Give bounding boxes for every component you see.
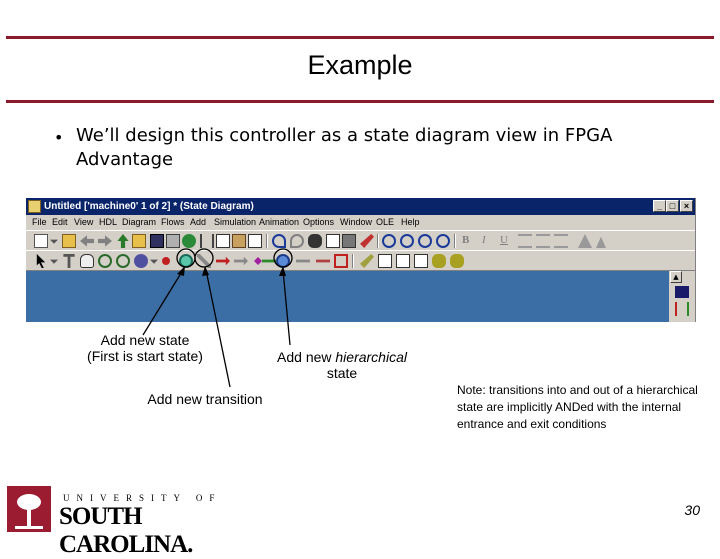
slide-title: Example: [307, 50, 413, 80]
menu-help[interactable]: Help: [401, 217, 420, 227]
bullet-dot: •: [54, 128, 64, 147]
logo-line2: SOUTH CAROLINA.: [59, 503, 193, 558]
maximize-button[interactable]: □: [666, 200, 679, 212]
arrow-add-transition: [206, 270, 230, 387]
menu-ole[interactable]: OLE: [376, 217, 395, 227]
highlight-circle-transition: [195, 249, 213, 267]
palmetto-tree-icon: [7, 486, 51, 532]
menu-diagram[interactable]: Diagram: [122, 217, 157, 227]
menu-view[interactable]: View: [74, 217, 94, 227]
callout-add-state-line1: Add new state: [100, 332, 190, 348]
arrowhead-add-state: [177, 266, 185, 276]
arrowhead-add-hierarchical: [279, 266, 286, 276]
bold-button[interactable]: B: [462, 234, 470, 246]
italic-button[interactable]: I: [482, 234, 486, 246]
callout-add-hier-line2: state: [326, 365, 358, 381]
close-button[interactable]: ×: [680, 200, 693, 212]
callout-add-state: [70, 332, 220, 364]
highlight-circle-hierarchical: [274, 249, 292, 267]
arrow-add-hierarchical: [283, 270, 290, 345]
arrow-add-state: [143, 270, 183, 335]
callout-add-transition: Add new transition: [147, 391, 263, 407]
menu-simulation[interactable]: Simulation: [214, 217, 257, 227]
underline-button[interactable]: U: [500, 234, 508, 246]
logo-line1: UNIVERSITY OF: [63, 493, 222, 503]
callout-add-hier-prefix: Add new: [277, 349, 336, 365]
callout-add-state-line2: (First is start state): [87, 348, 203, 364]
menu-flows[interactable]: Flows: [161, 217, 185, 227]
menu-edit[interactable]: Edit: [52, 217, 68, 227]
note-text: Note: transitions into and out of a hierarchical state are implicitly ANDed with the internal entrance and exit conditions: [457, 383, 698, 431]
window-title: Untitled ['machine0' 1 of 2] * (State Diagram): [44, 201, 254, 212]
callout-add-hierarchical: [262, 349, 422, 381]
highlight-circle-state: [177, 249, 195, 267]
page-number: 30: [684, 502, 700, 518]
menu-window[interactable]: Window: [340, 217, 373, 227]
scroll-up-button[interactable]: ▲: [670, 271, 682, 283]
menu-hdl[interactable]: HDL: [99, 217, 118, 227]
bullet-text: We’ll design this controller as a state diagram view in FPGA Advantage: [76, 125, 613, 170]
callout-add-hier-italic: hierarchical: [335, 349, 407, 365]
minimize-button[interactable]: _: [653, 200, 666, 212]
menu-animation[interactable]: Animation: [259, 217, 300, 227]
menu-options[interactable]: Options: [303, 217, 335, 227]
menu-add[interactable]: Add: [190, 217, 207, 227]
university-logo: [7, 486, 237, 558]
menu-file[interactable]: File: [32, 217, 47, 227]
